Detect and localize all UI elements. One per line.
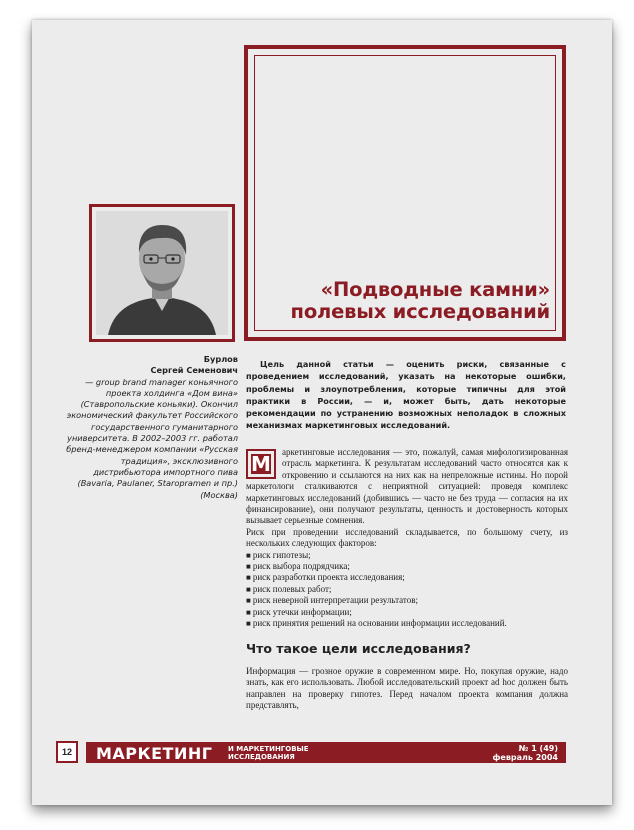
issue-number: № 1 (49) (518, 744, 558, 753)
footer-bar (86, 742, 566, 763)
title-frame (244, 45, 566, 341)
author-photo-frame (89, 204, 235, 342)
page-number: 12 (56, 741, 78, 763)
brand-sub-line1: И МАРКЕТИНГОВЫЕ (228, 745, 309, 753)
list-item: ■ риск неверной интерпретации результатов; (246, 595, 568, 606)
article-title (291, 279, 550, 323)
section-heading: Что такое цели исследования? (246, 640, 471, 656)
dropcap-letter: М (251, 452, 271, 476)
author-photo (96, 211, 228, 335)
author-info (60, 354, 238, 501)
paragraph-2: Риск при проведении исследований складывается, по большому счету, из нескольких следующих факторов: (246, 526, 568, 549)
risk-list (246, 550, 568, 630)
article-body (246, 447, 568, 712)
list-item: ■ риск полевых работ; (246, 584, 568, 595)
author-surname: Бурлов (203, 354, 238, 364)
list-item: ■ риск гипотезы; (246, 550, 568, 561)
issue-info (492, 744, 558, 762)
dropcap (246, 449, 276, 479)
author-portrait-image (96, 211, 228, 335)
list-item: ■ риск выбора подрядчика; (246, 561, 568, 572)
list-item: ■ риск принятия решений на основании информации исследований. (246, 618, 568, 629)
list-item: ■ риск разработки проекта исследования; (246, 572, 568, 583)
article-title-line2: полевых исследований (290, 300, 550, 323)
magazine-brand-sub (228, 745, 309, 761)
author-fullname: Сергей Семенович (150, 365, 238, 376)
issue-date: февраль 2004 (492, 753, 558, 762)
brand-sub-line2: ИССЛЕДОВАНИЯ (228, 753, 295, 761)
paragraph-3: Информация — грозное оружие в современном мире. Но, покупая оружие, надо знать, как его использовать. Любой исследовательский проект ad hoc должен быть направлен на проверку гипотез. Перед началом проекта компания должна представлять, (246, 665, 568, 711)
magazine-brand: МАРКЕТИНГ (96, 744, 213, 763)
author-bio: — group brand manager коньячного проекта холдинга «Дом вина» (Ставропольские коньяки). Окончил экономический факультет Российского государственного гуманитарного университета. В 2002–2003 гг. работал бренд-менеджером компании «Русская традиция», эксклюзивного дистрибьютора импортного пива (Bavaria, Paulaner, Staropramen и пр.) (Москва) (66, 376, 238, 500)
paragraph-1: аркетинговые исследования — это, пожалуй, самая мифологизированная отрасль маркетинга. К результатам исследований часто относятся как к откровению и ссылаются на них как на непреложные истины. Но порой маркетологи сталкиваются с неприятной ситуацией: проведя комплекс маркетинговых исследований (добившись — часто не без труда — согласия на их финансирование), они получают результаты, ценность и достоверность которых вызывает серьезные сомнения. (246, 447, 568, 526)
article-title-line1: «Подводные камни» (320, 278, 550, 301)
article-lead: Цель данной статьи — оценить риски, связанные с проведением исследований, указать на некоторые ошибки, проблемы и злоупотребления, которые типичны для этой практики в России, — и, может быть, дать некоторые рекомендации по устранению возможных неполадок в сложных механизмах маркетинговых исследований. (246, 359, 566, 431)
page-footer (56, 741, 566, 765)
list-item: ■ риск утечки информации; (246, 607, 568, 618)
